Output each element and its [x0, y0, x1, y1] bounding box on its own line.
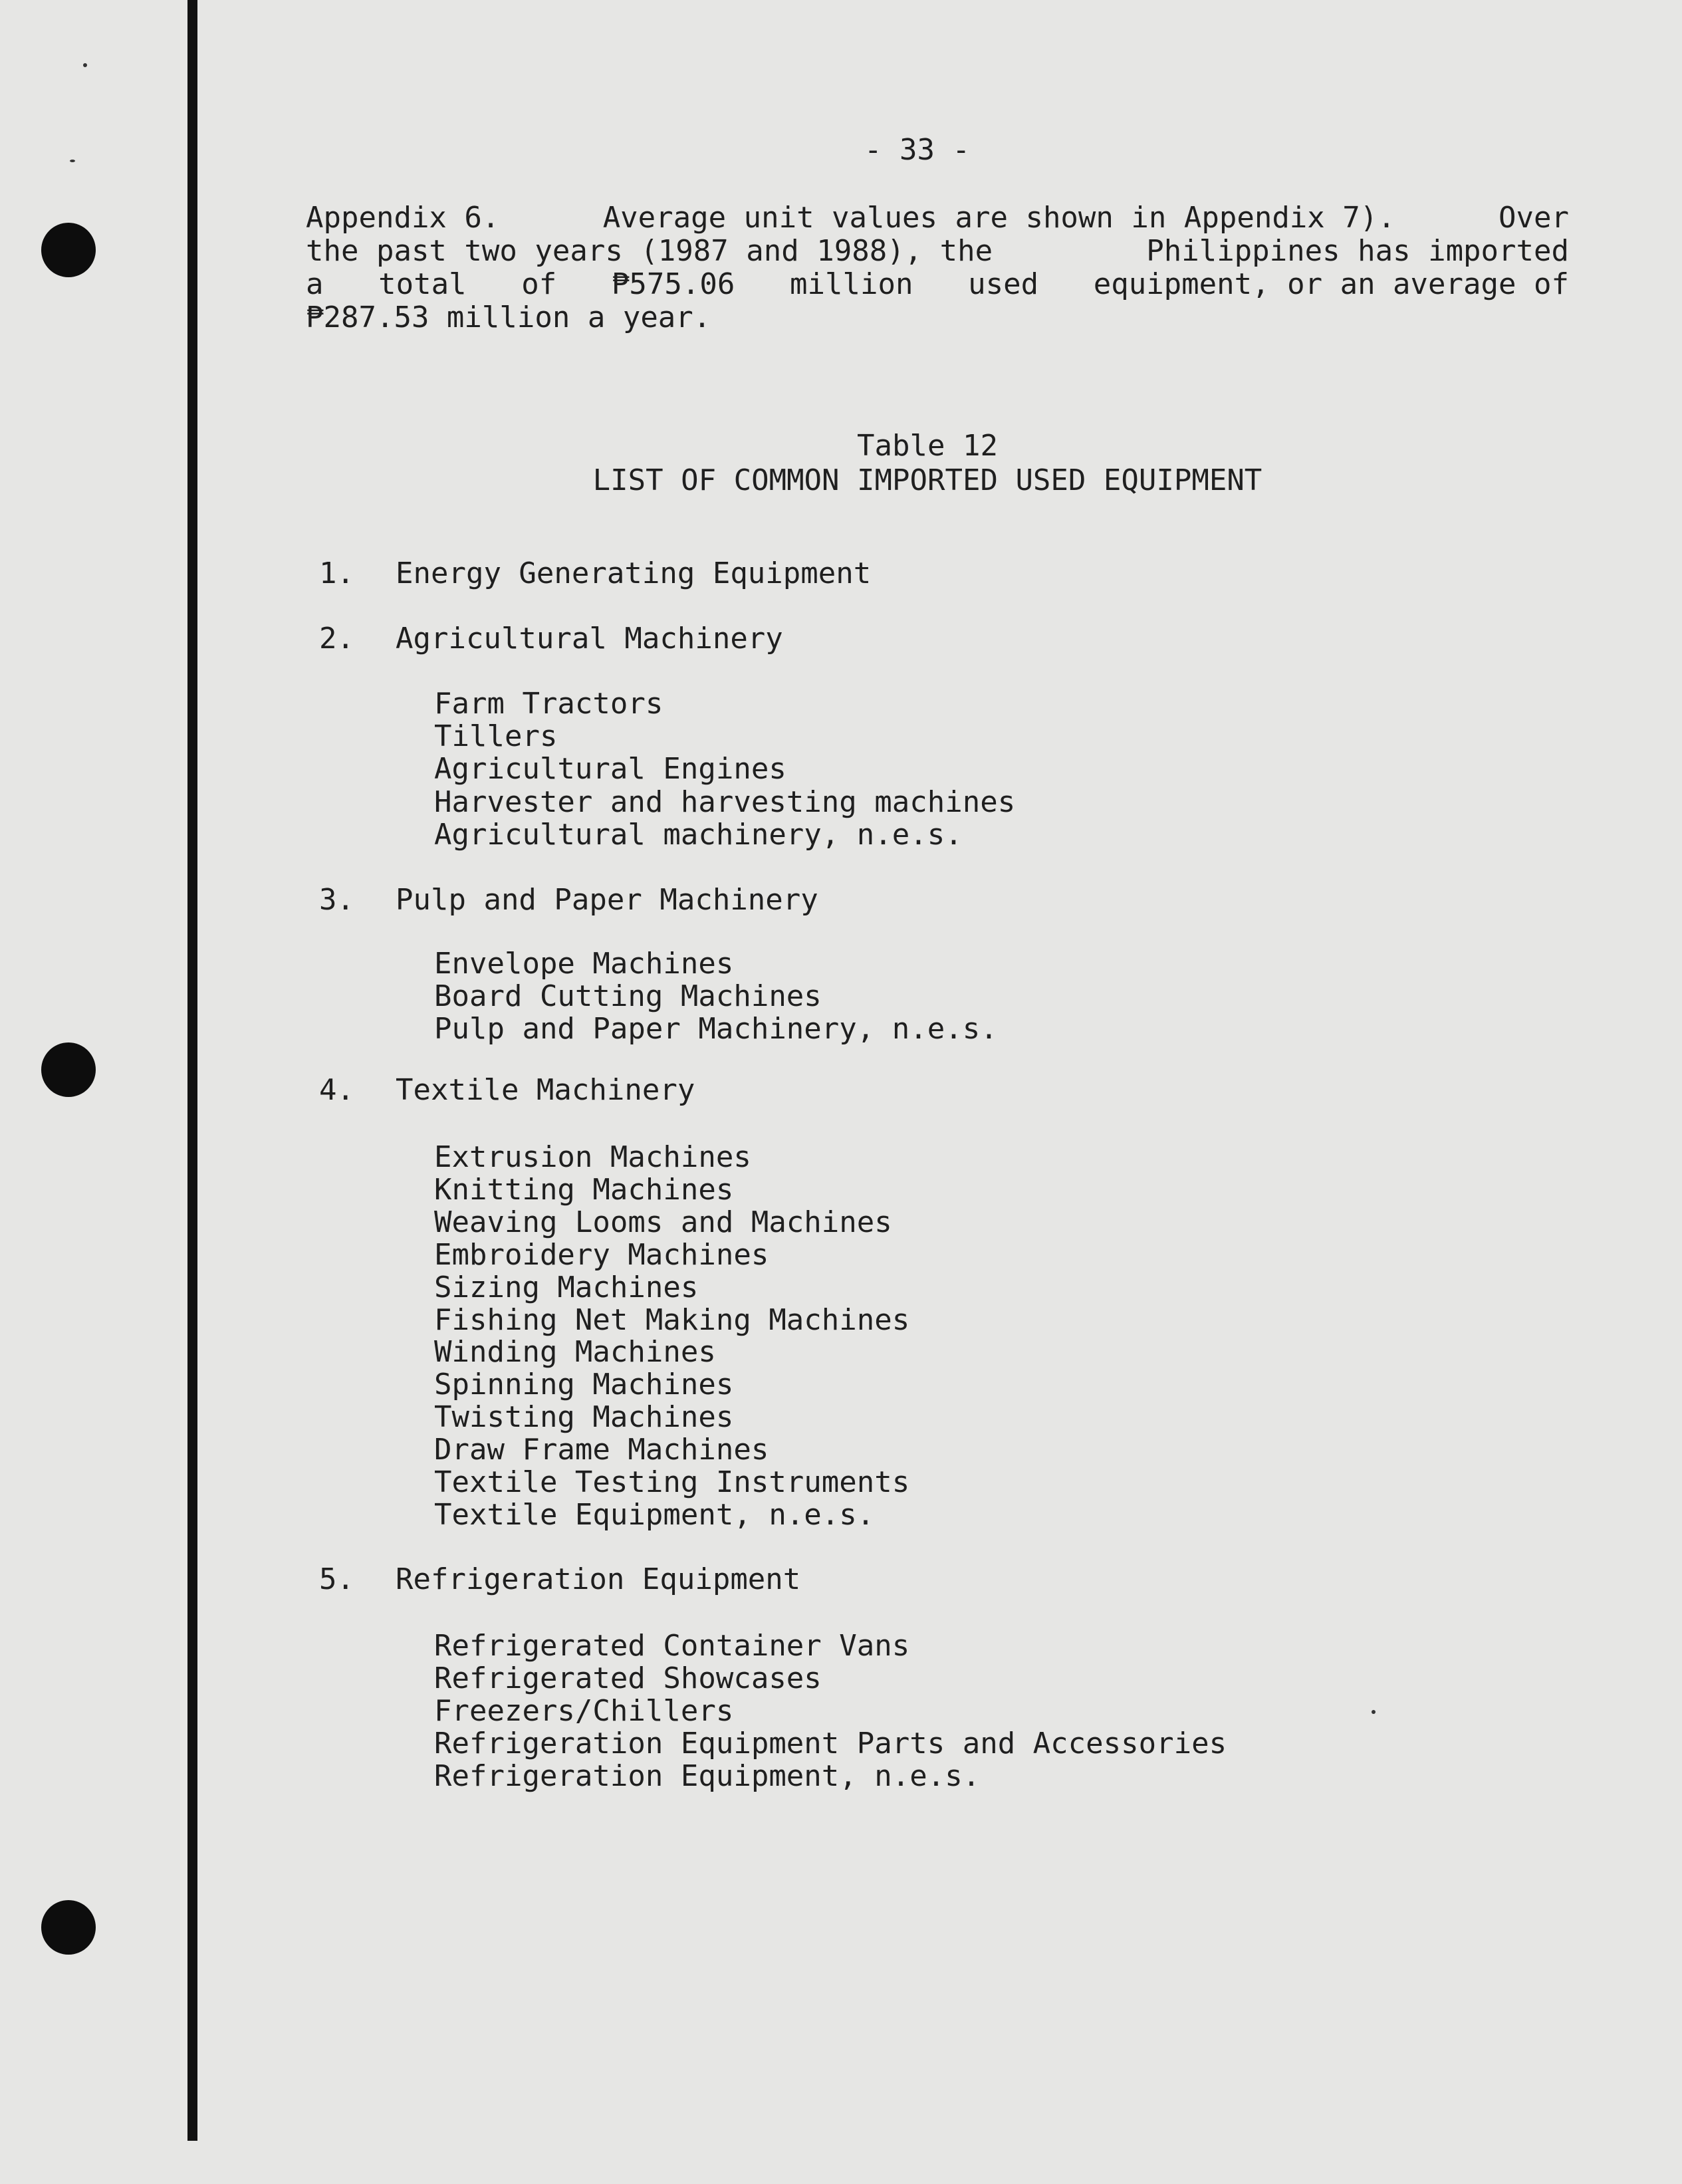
table-title: LIST OF COMMON IMPORTED USED EQUIPMENT	[592, 463, 1262, 497]
paragraph-text: ₱287.53 million a year.	[306, 301, 711, 334]
list-item: Knitting Machines	[434, 1173, 734, 1207]
paragraph-text: total	[378, 267, 467, 301]
paragraph-line	[306, 235, 1569, 268]
paper-speck	[83, 63, 87, 67]
list-item: Textile Testing Instruments	[434, 1465, 910, 1499]
list-item: Refrigerated Showcases	[434, 1661, 822, 1695]
section-label: Refrigeration Equipment	[396, 1562, 801, 1596]
paragraph-text: equipment, or an average of	[1093, 267, 1569, 301]
paragraph-text: ₱575.06	[611, 267, 735, 301]
table-caption: Table 12	[857, 429, 998, 463]
list-item: Draw Frame Machines	[434, 1433, 769, 1467]
paragraph-line	[306, 268, 1569, 301]
list-item: Envelope Machines	[434, 947, 734, 981]
list-item: Weaving Looms and Machines	[434, 1205, 892, 1239]
paragraph-text: the past two years (1987 and 1988), the	[306, 234, 993, 268]
list-item: Tillers	[434, 719, 558, 753]
binder-margin-rule	[187, 0, 197, 2141]
page-number: - 33 -	[864, 133, 970, 167]
section-heading	[319, 1562, 800, 1596]
section-number: 4.	[319, 1073, 354, 1107]
section-heading	[319, 622, 783, 656]
paragraph-text: million	[790, 267, 913, 301]
section-number: 1.	[319, 556, 354, 590]
section-heading	[319, 1073, 695, 1107]
list-item: Embroidery Machines	[434, 1238, 769, 1272]
paragraph-line	[306, 201, 1569, 235]
section-number: 3.	[319, 883, 354, 917]
section-label: Agricultural Machinery	[396, 622, 783, 656]
list-item: Freezers/Chillers	[434, 1694, 734, 1728]
list-item: Agricultural machinery, n.e.s.	[434, 818, 963, 852]
list-item: Refrigerated Container Vans	[434, 1629, 910, 1663]
paragraph-text: Appendix 6.	[306, 201, 500, 235]
list-item: Extrusion Machines	[434, 1140, 751, 1174]
section-label: Pulp and Paper Machinery	[396, 883, 818, 917]
paragraph-text: Average unit values are shown in Appendix 7).	[602, 201, 1395, 235]
paper-speck	[70, 160, 75, 162]
paragraph-text: Philippines has imported	[1146, 234, 1569, 268]
list-item: Harvester and harvesting machines	[434, 785, 1016, 819]
list-item: Spinning Machines	[434, 1368, 734, 1401]
section-heading	[319, 883, 818, 917]
paper-speck	[1372, 1710, 1376, 1714]
list-item: Textile Equipment, n.e.s.	[434, 1498, 875, 1532]
section-heading	[319, 556, 871, 590]
paragraph-text: of	[521, 267, 557, 301]
list-item: Pulp and Paper Machinery, n.e.s.	[434, 1012, 998, 1046]
section-label: Textile Machinery	[396, 1073, 695, 1107]
paragraph-line	[306, 301, 1569, 334]
list-item: Refrigeration Equipment, n.e.s.	[434, 1759, 981, 1793]
section-number: 5.	[319, 1562, 354, 1596]
list-item: Twisting Machines	[434, 1400, 734, 1434]
list-item: Board Cutting Machines	[434, 979, 822, 1013]
punch-hole-bottom	[41, 1900, 96, 1955]
punch-hole-top	[41, 223, 96, 277]
list-item: Winding Machines	[434, 1335, 716, 1369]
list-item: Farm Tractors	[434, 687, 663, 721]
list-item: Fishing Net Making Machines	[434, 1303, 910, 1337]
punch-hole-middle	[41, 1042, 96, 1097]
list-item: Refrigeration Equipment Parts and Accessories	[434, 1727, 1227, 1760]
paragraph-text: Over	[1499, 201, 1569, 235]
section-number: 2.	[319, 622, 354, 656]
paragraph-text: a	[306, 267, 324, 301]
list-item: Agricultural Engines	[434, 752, 786, 786]
section-label: Energy Generating Equipment	[396, 556, 872, 590]
paragraph-text: used	[968, 267, 1039, 301]
list-item: Sizing Machines	[434, 1271, 699, 1304]
